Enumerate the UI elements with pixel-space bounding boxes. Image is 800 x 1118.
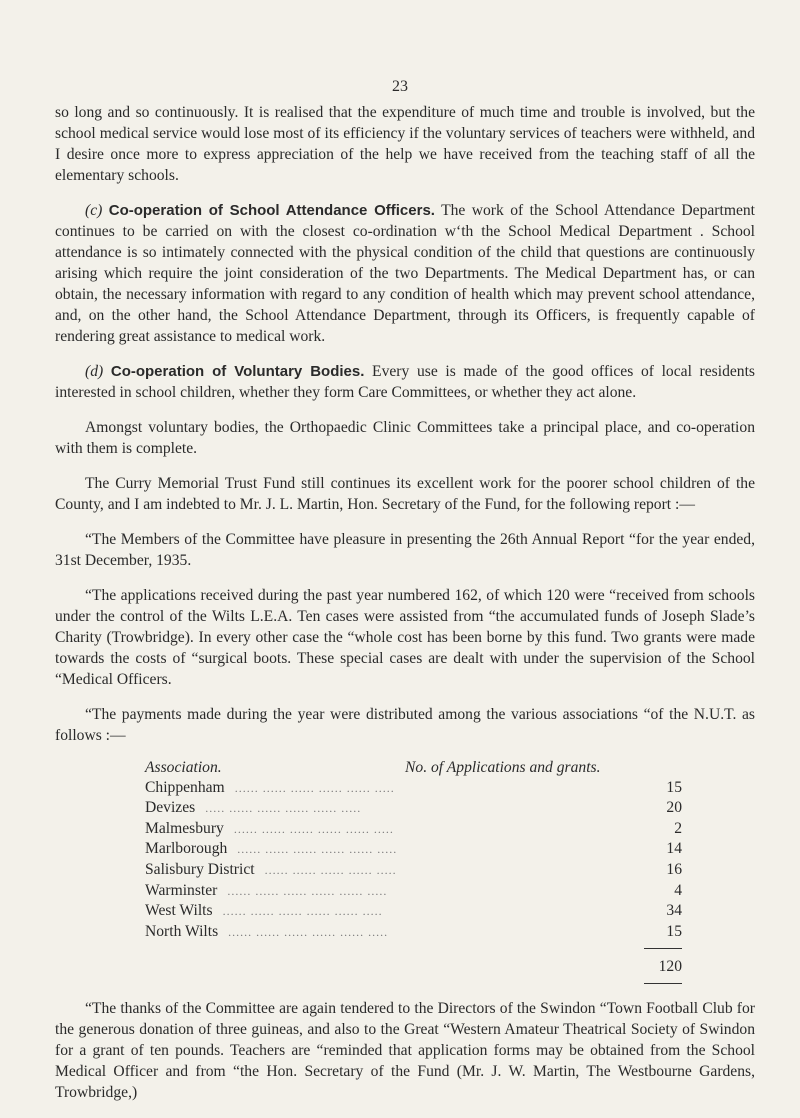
row-name: Malmesbury [145,819,224,837]
row-name: Devizes [145,799,196,817]
row-name: North Wilts [145,922,219,940]
row-name: Chippenham [145,778,225,796]
table-row [145,922,682,943]
page-number: 23 [392,78,408,95]
row-leader: ...... ...... ...... ...... ...... ..... [237,842,398,857]
row-leader: ..... ...... ...... ...... ...... ..... [205,801,362,816]
table-row [145,860,682,881]
table-header [145,758,765,778]
section-heading-voluntary: Co-operation of Voluntary Bodies. [110,363,365,380]
row-count: 15 [666,922,682,940]
table-row [145,778,682,799]
row-count: 20 [666,799,682,817]
total-rule-top [644,948,682,949]
section-label-d: (d) [85,363,104,380]
row-name: Marlborough [145,840,228,858]
paragraph-curry-fund: The Curry Memorial Trust Fund still continues its excellent work for the poorer school children of the County, and I am indebted to Mr. J. L. Martin, Hon. Secretary of the Fund, for the following report :— [55,475,755,513]
row-leader: ...... ...... ...... ...... ...... ..... [234,780,395,795]
paragraph-attendance-officers [55,200,755,347]
row-name: Salisbury District [145,860,255,878]
row-leader: ...... ...... ...... ...... ...... ..... [228,924,389,939]
row-count: 14 [666,840,682,858]
row-count: 2 [674,819,682,837]
row-leader: ...... ...... ...... ...... ...... ..... [227,883,388,898]
quote-payments: “The payments made during the year were distributed among the various associations “of the N.U.T. as follows :— [55,706,755,744]
section-label-c: (c) [85,202,103,219]
row-name: Warminster [145,881,218,899]
row-leader: ...... ...... ...... ...... ..... [264,862,397,877]
table-row [145,798,682,819]
header-association: Association. [145,759,222,776]
table-row [145,839,682,860]
quote-thanks: “The thanks of the Committee are again tendered to the Directors of the Swindon “Town Football Club for the generous donation of three guineas, and also to the Great “Western Amateur Theatrical Society of Swindon for a grant of ten pounds. Teachers are “reminded that application forms may be obtained from the School Medical Officer and from “the Hon. Secretary of the Fund (Mr. J. W. Martin, The Westbourne Gardens, Trowbridge,) [55,999,755,1101]
table-row [145,901,682,922]
attendance-text: The work of the School Attendance Department continues to be carried on with the closest co-ordination w‘th the School Medical Department . School attendance is so intimately connected with the physical condition of the child that questions are continuously arising which require the joint consideration of the two Departments. The Medical Department has, or can obtain, the necessary information with regard to any condition of health which may prevent school attendance, and, on the other hand, the School Attendance Department, through its Officers, is frequently capable of rendering great assistance to medical work. [55,202,755,345]
paragraph-orthopaedic: Amongst voluntary bodies, the Orthopaedic Clinic Committees take a principal place, and co-operation with them is complete. [55,419,755,457]
section-heading-attendance: Co-operation of School Attendance Officers. [108,202,435,219]
voluntary-text: Every use is made of the good offices of local residents interested in school children, whether they form Care Committees, or whether they act alone. [55,363,755,401]
header-count: No. of Applications and grants. [405,759,601,776]
row-count: 15 [666,778,682,796]
row-count: 34 [666,902,682,920]
row-count: 16 [666,860,682,878]
total-count: 120 [658,958,682,976]
row-leader: ...... ...... ...... ...... ...... ..... [222,904,383,919]
paragraph-voluntary-bodies [55,361,755,403]
table-rows [145,778,682,943]
row-count: 4 [674,881,682,899]
table-row [145,881,682,902]
report-body [55,102,755,1103]
row-leader: ...... ...... ...... ...... ...... ..... [233,821,394,836]
association-table [145,758,765,984]
row-name: West Wilts [145,902,213,920]
total-block [145,948,682,984]
paragraph-teachers: so long and so continuously. It is realised that the expenditure of much time and trouble is involved, but the school medical service would lose most of its efficiency if the voluntary services of teachers were withheld, and I desire once more to express appreciation of the help we have received from the teaching staff of all the elementary schools. [55,104,755,184]
quote-annual-report: “The Members of the Committee have pleasure in presenting the 26th Annual Report “for the year ended, 31st December, 1935. [55,531,755,569]
quote-applications: “The applications received during the past year numbered 162, of which 120 were “received from schools under the control of the Wilts L.E.A. Ten cases were assisted from “the accumulated funds of Joseph Slade’s Charity (Trowbridge). In every other case the “whole cost has been borne by this fund. Two grants were made towards the costs of “surgical boots. These special cases are dealt with under the supervision of the School “Medical Officers. [55,587,755,688]
total-rule-bottom [644,983,682,984]
table-row [145,819,682,840]
